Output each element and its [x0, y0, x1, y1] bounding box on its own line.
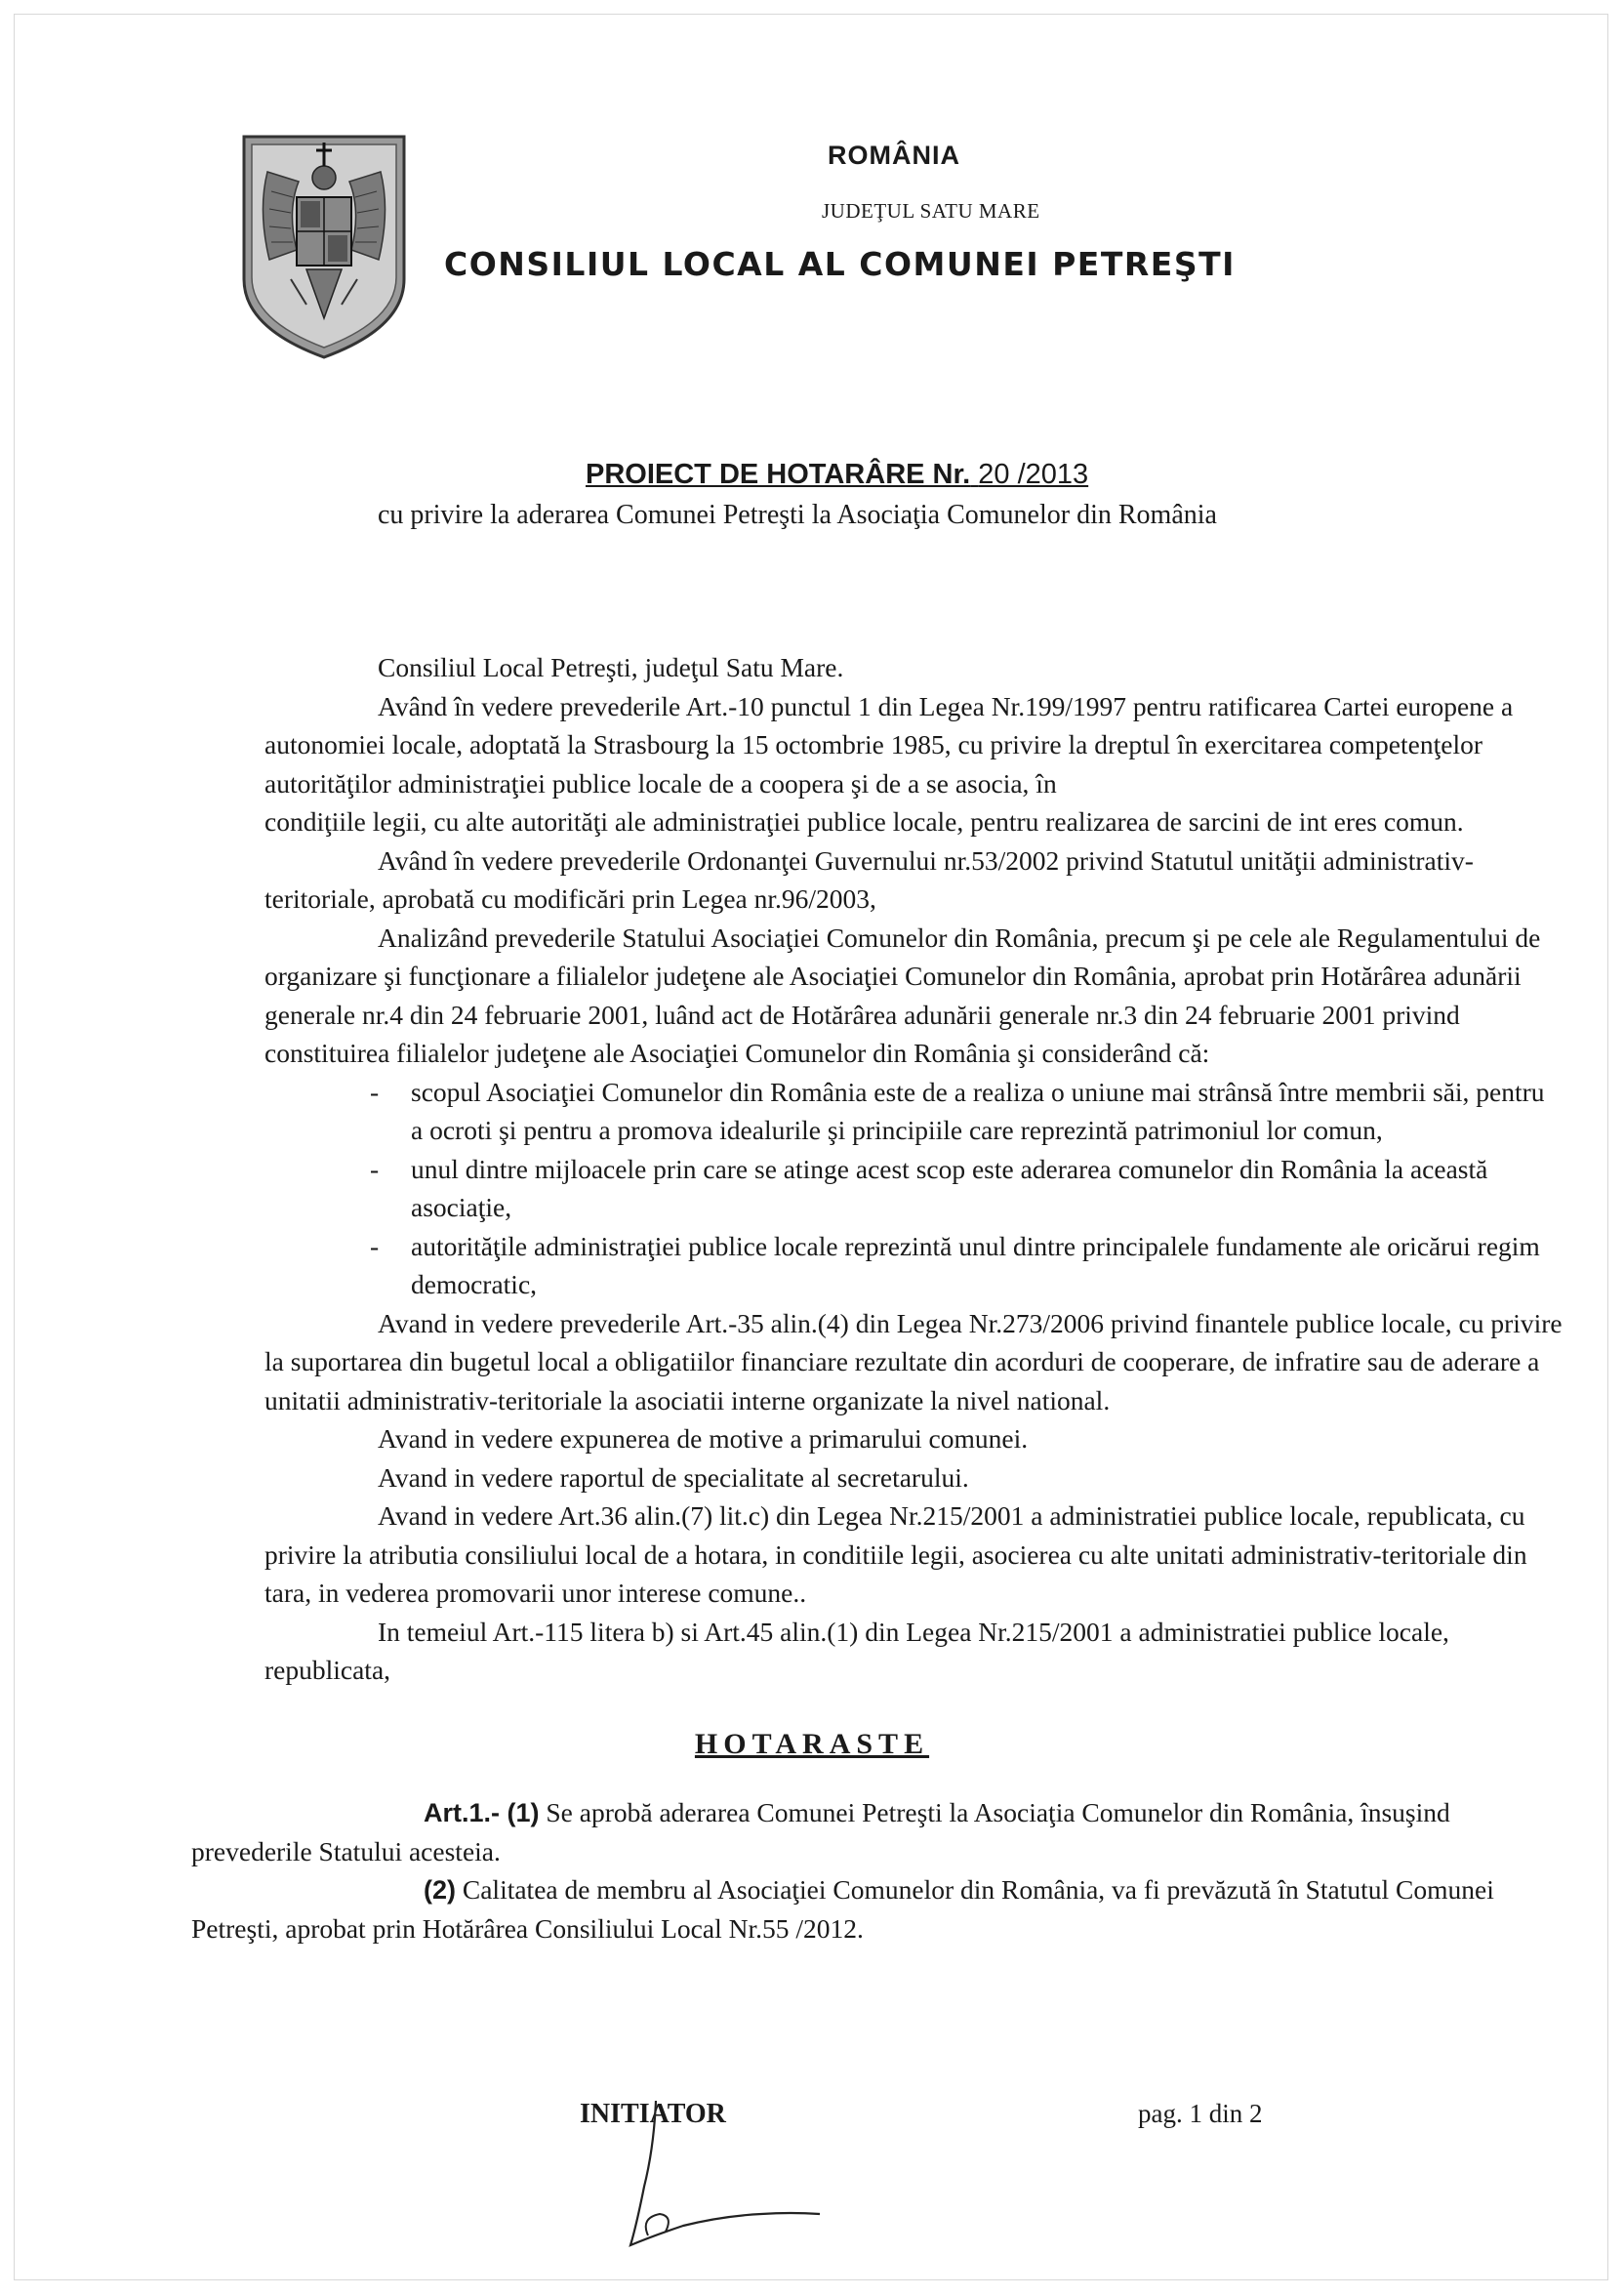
paragraph-law-215-art36: Avand in vedere Art.36 alin.(7) lit.c) din Legea Nr.215/2001 a administratiei publice locale, republicata, cu privire la atributia consiliului local de a hotara, in conditiile legii, asocierea cu alte unitati administrativ-teritoriale din tara, in vederea promovarii unor interese comune.. [264, 1500, 1527, 1608]
bullet-text: scopul Asociaţiei Comunelor din România este de a realiza o uniune mai strânsă între membrii săi, pentru a ocroti şi pentru a promova idealurile şi principiile care reprezintă patrimoniul lor comun, [411, 1076, 1545, 1145]
paragraph-secretary-report: Avand in vedere raportul de specialitate al secretarului. [378, 1461, 969, 1493]
article-1-label: Art.1.- (1) [424, 1798, 540, 1827]
title-number: 20 /2013 [978, 459, 1089, 490]
bullet-text: autorităţile administraţiei publice locale reprezintă unul dintre principalele fundamente ale oricărui regim democratic, [411, 1230, 1540, 1299]
initiator-label: INITIATOR [580, 2099, 726, 2129]
paragraph-mayor-motives: Avand in vedere expunerea de motive a primarului comunei. [378, 1423, 1029, 1454]
country-heading: ROMÂNIA [828, 141, 960, 170]
article-1-2-text: Calitatea de membru al Asociaţiei Comunelor din România, va fi prevăzută în Statutul Comunei Petreşti, aprobat prin Hotărârea Consiliului Local Nr.55 /2012. [191, 1874, 1494, 1944]
paragraph-council: Consiliul Local Petreşti, judeţul Satu Mare. [378, 652, 844, 682]
paragraph-legal-basis: In temeiul Art.-115 litera b) si Art.45 alin.(1) din Legea Nr.215/2001 a administratiei publice locale, republicata, [264, 1616, 1449, 1685]
paragraph-law-199-cont: condiţiile legii, cu alte autorităţi ale administraţiei publice locale, pentru realizarea de sarcini de int eres comun. [264, 806, 1464, 837]
list-item: - autorităţile administraţiei publice locale reprezintă unul dintre principalele fundamente ale oricărui regim democratic, [264, 1227, 1563, 1304]
article-1-2-label: (2) [424, 1875, 456, 1905]
paragraph-statute-analysis: Analizând prevederile Statului Asociaţiei Comunelor din România, precum şi pe cele ale Regulamentului de organizare şi funcţionare a filialelor judeţene ale Asociaţiei Comunelor din România, aprobat prin Hotărârea adunării generale nr.4 din 24 februarie 2001, luând act de Hotărârea adunării generale nr.3 din 24 februarie 2001 privind constituirea filialelor judeţene ale Asociaţiei Comunelor din România şi considerând că: [264, 922, 1541, 1068]
handwritten-signature-icon [615, 2089, 849, 2255]
page-number: pag. 1 din 2 [1138, 2099, 1263, 2128]
article-1-text: Se aprobă aderarea Comunei Petreşti la Asociaţia Comunelor din România, însuşind prevederile Statului acesteia. [191, 1797, 1450, 1866]
paragraph-law-199: Având în vedere prevederile Art.-10 punctul 1 din Legea Nr.199/1997 pentru ratificarea Cartei europene a autonomiei locale, adoptată la Strasbourg la 15 octombrie 1985, cu privire la dreptul în exercitarea competenţelor autorităţilor administraţiei publice locale de a coopera şi de a se asocia, în [264, 690, 1514, 799]
document-subtitle: cu privire la aderarea Comunei Petreşti la Asociaţia Comunelor din România [378, 500, 1217, 530]
bullet-text: unul dintre mijloacele prin care se atinge acest scop este aderarea comunelor din România la această asociaţie, [411, 1153, 1488, 1222]
article-1-2 [191, 1870, 1558, 1948]
council-heading: CONSILIUL LOCAL AL COMUNEI PETREŞTI [444, 245, 1236, 283]
paragraph-og-53: Având în vedere prevederile Ordonanţei Guvernului nr.53/2002 privind Statutul unităţii administrativ-teritoriale, aprobată cu modificări prin Legea nr.96/2003, [264, 844, 1474, 914]
articles [191, 1793, 1558, 1948]
article-1 [191, 1793, 1558, 1870]
list-item: - unul dintre mijloacele prin care se atinge acest scop este aderarea comunelor din România la această asociaţie, [264, 1150, 1563, 1227]
county-heading: JUDEŢUL SATU MARE [822, 199, 1040, 223]
preamble [264, 648, 1563, 1690]
list-item: - scopul Asociaţiei Comunelor din România este de a realiza o uniune mai strânsă între membrii săi, pentru a ocroti şi pentru a promova idealurile şi principiile care reprezintă patrimoniul lor comun, [264, 1073, 1563, 1150]
decision-heading: HOTARASTE [694, 1728, 930, 1760]
romania-coat-of-arms-icon [238, 133, 410, 361]
title-label: PROIECT DE HOTARÂRE Nr. [586, 459, 971, 490]
document-title [586, 459, 1088, 491]
paragraph-law-273: Avand in vedere prevederile Art.-35 alin.(4) din Legea Nr.273/2006 privind finantele publice locale, cu privire la suportarea din bugetul local a obligatiilor financiare rezultate din acorduri de cooperare, de infratire sau de aderare a unitatii administrativ-teritoriale la asociatii interne organizate la nivel national. [264, 1307, 1563, 1415]
